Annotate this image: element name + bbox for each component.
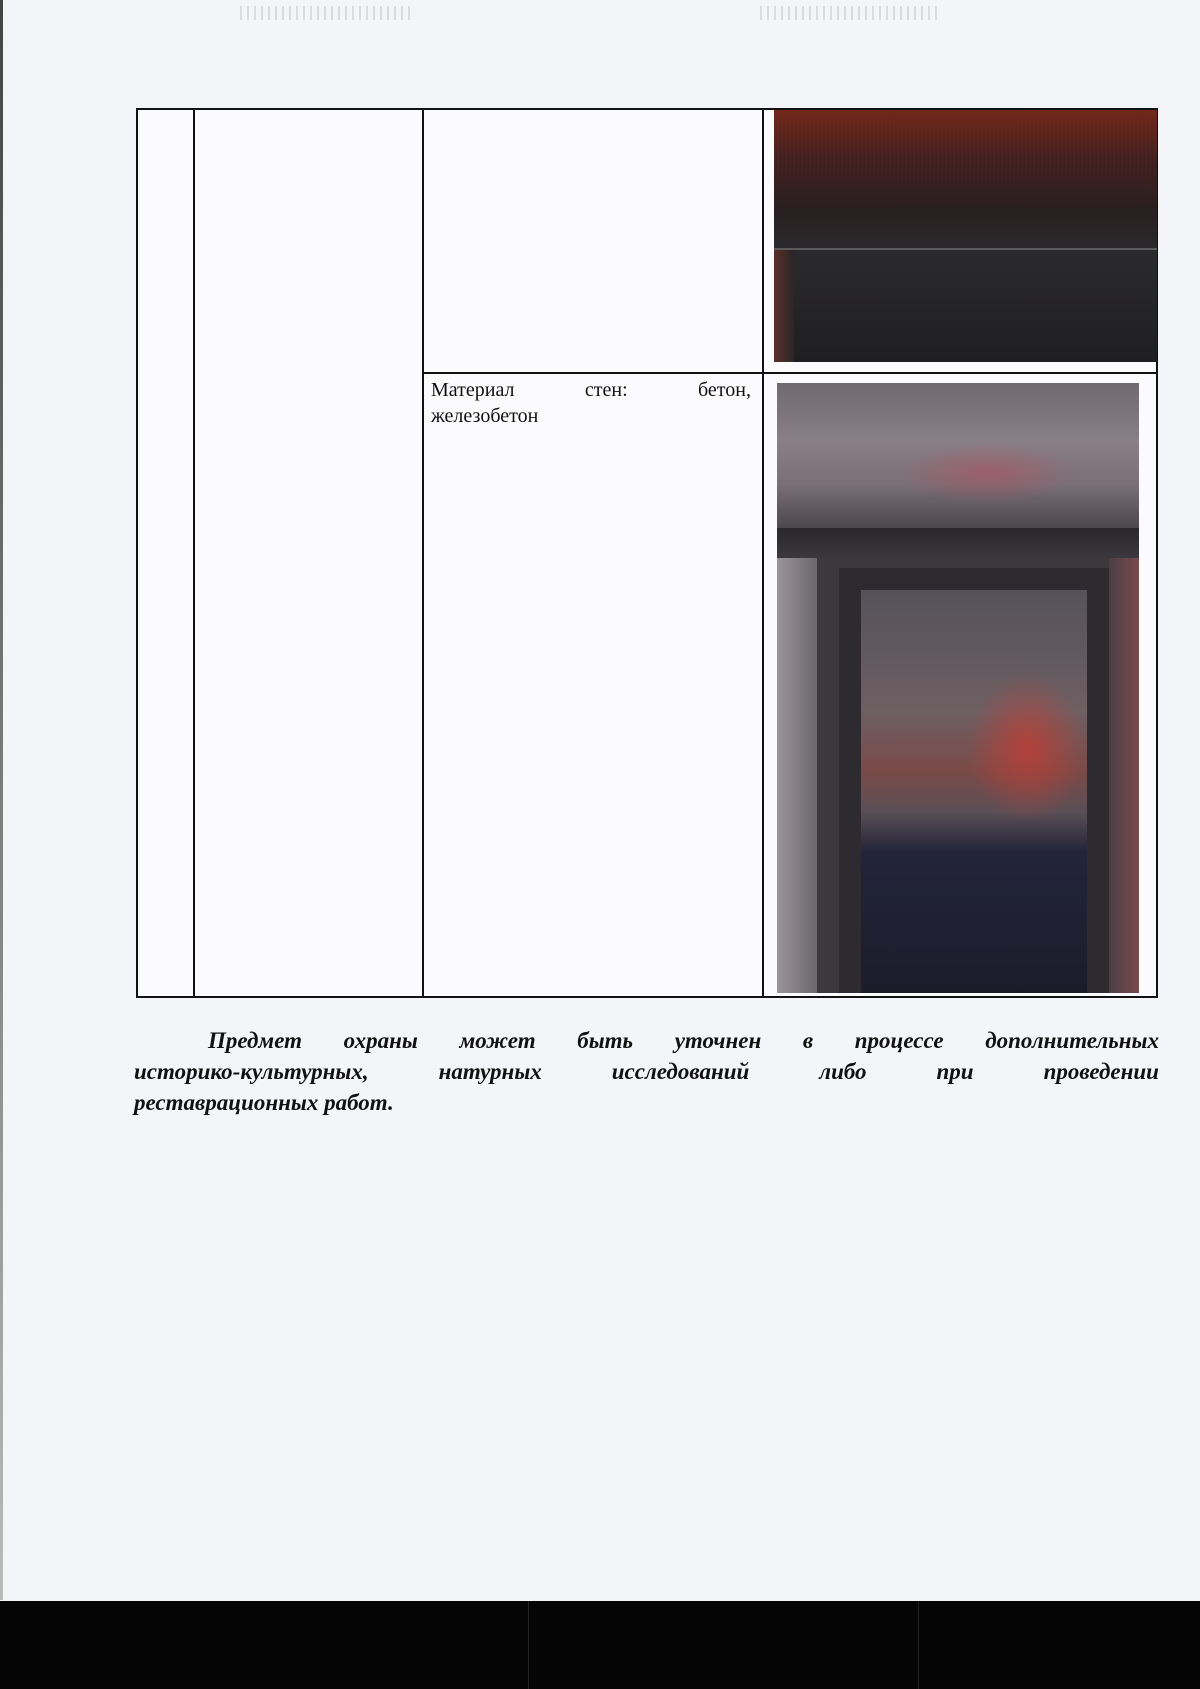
word: исследований: [611, 1059, 750, 1084]
word: либо: [819, 1059, 867, 1084]
note-line: [134, 1056, 1159, 1087]
word: историко-культурных,: [134, 1059, 369, 1084]
photo-jamb: [777, 558, 817, 993]
word: стен:: [584, 379, 628, 401]
scan-seam: [918, 1601, 919, 1689]
wall-detail-photo: [774, 110, 1157, 362]
word: уточнен: [674, 1028, 762, 1053]
word: дополнительных: [985, 1028, 1159, 1053]
word: Материал: [431, 379, 515, 401]
photo-crack: [774, 248, 1157, 250]
word: при: [936, 1059, 974, 1084]
word: натурных: [438, 1059, 542, 1084]
photo-stain: [897, 443, 1077, 503]
scan-noise: [240, 6, 410, 20]
word: охраны: [343, 1028, 418, 1053]
word: Предмет: [208, 1028, 302, 1053]
doorway-photo: [777, 383, 1139, 993]
table-row-divider: [424, 372, 1156, 374]
scan-seam: [528, 1601, 529, 1689]
word: быть: [577, 1028, 634, 1053]
word: бетон,: [698, 379, 751, 401]
photo-shadow: [777, 528, 1139, 558]
scan-footer-bar: [0, 1601, 1200, 1689]
wall-material-text: [431, 377, 751, 429]
word: процессе: [854, 1028, 944, 1053]
word: проведении: [1043, 1059, 1159, 1084]
scan-edge: [0, 0, 3, 1600]
text-line: железобетон: [431, 405, 539, 427]
text-line: [431, 377, 751, 403]
note-line: реставрационных работ.: [134, 1090, 394, 1115]
word: может: [459, 1028, 536, 1053]
word: в: [802, 1028, 814, 1053]
scan-noise: [760, 6, 940, 20]
note-line: [134, 1025, 1159, 1056]
protection-note: [134, 1025, 1159, 1118]
table-column-divider: [193, 110, 195, 996]
table-column-divider: [422, 110, 424, 996]
photo-edge: [774, 250, 794, 362]
photo-jamb: [1109, 558, 1139, 993]
photo-stain: [967, 673, 1087, 823]
table-column-divider: [762, 110, 764, 996]
